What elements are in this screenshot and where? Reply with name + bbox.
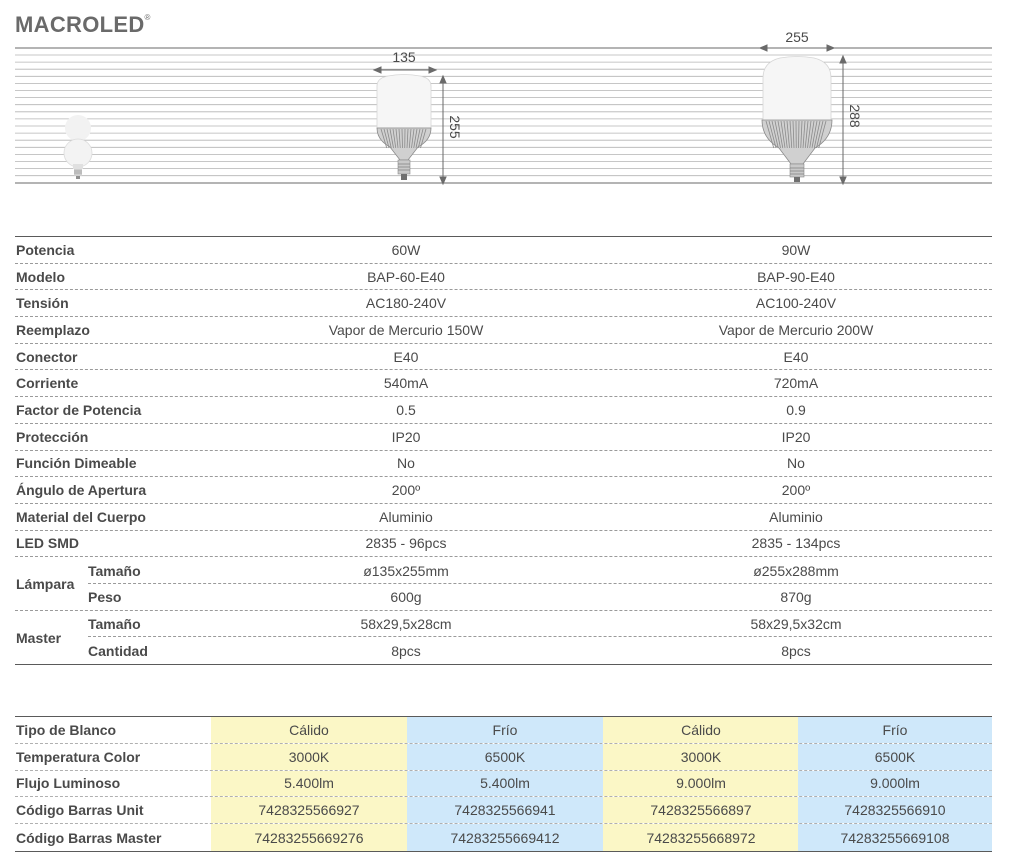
spec-label: Corriente [16,375,79,392]
color-value: 6500K [798,744,992,770]
color-value: 3000K [603,744,799,770]
spec-value-60w: Aluminio [379,508,433,525]
reference-bulb-icon [64,115,92,179]
lampara-sublabel: Tamaño [88,562,141,579]
master-value-60w: 8pcs [391,642,421,659]
spec-label: LED SMD [16,535,79,552]
master-sublabel: Cantidad [88,642,148,659]
color-row [15,771,992,798]
background-lines [15,55,992,176]
spec-value-90w: Vapor de Mercurio 200W [718,321,874,338]
lampara-value-60w: 600g [390,588,422,605]
spec-label: Material del Cuerpo [16,508,146,525]
color-value: 9.000lm [603,771,799,797]
color-value: Frío [407,717,603,743]
spec-value-60w: 540mA [383,375,429,392]
spec-value-60w: Vapor de Mercurio 150W [328,321,484,338]
master-sublabel: Tamaño [88,615,141,632]
color-row [15,717,992,744]
spec-table [15,236,992,665]
color-value: 74283255669108 [798,824,992,851]
spec-label: Potencia [16,241,75,258]
master-row [15,611,992,646]
spec-value-90w: 0.9 [786,401,806,418]
lampara-row [15,584,992,611]
color-value: Cálido [211,717,407,743]
color-value: 74283255669276 [211,824,407,851]
master-value-60w: 58x29,5x28cm [360,615,452,632]
color-value: 5.400lm [211,771,407,797]
spec-value-60w: 0.5 [396,401,416,418]
dimension-figure [0,0,1009,200]
color-value: 74283255668972 [603,824,799,851]
spec-value-60w: AC180-240V [365,295,447,312]
spec-value-60w: E40 [393,348,419,365]
master-group-label: Master [16,629,62,646]
brand-logo: MACROLED® [15,12,151,37]
spec-value-60w: No [397,455,415,472]
spec-value-60w: 60W [391,241,421,258]
spec-row [15,424,992,451]
spec-value-60w: IP20 [391,428,421,445]
color-value: Cálido [603,717,799,743]
spec-value-90w: 200º [781,482,811,499]
spec-value-90w: AC100-240V [755,295,837,312]
color-value: 7428325566941 [407,797,603,823]
spec-row [15,237,992,264]
color-label: Código Barras Unit [16,802,144,819]
color-label: Flujo Luminoso [16,775,121,792]
height-label-90w: 288 [847,104,863,128]
spec-row [15,504,992,531]
lampara-group-label: Lámpara [16,576,75,593]
spec-label: Conector [16,348,78,365]
master-row [15,637,992,664]
bulb-90w-icon [762,57,832,183]
spec-value-90w: BAP-90-E40 [757,268,835,285]
bulb-60w-icon [377,75,431,181]
spec-row [15,317,992,344]
color-value: 74283255669412 [407,824,603,851]
spec-label: Modelo [16,268,65,285]
spec-label: Función Dimeable [16,455,137,472]
color-value: 6500K [407,744,603,770]
spec-label: Ángulo de Apertura [16,482,147,499]
spec-label: Tensión [16,295,69,312]
color-label: Temperatura Color [16,748,141,765]
spec-value-60w: 2835 - 96pcs [365,535,447,552]
color-label: Código Barras Master [16,829,162,846]
spec-row [15,531,992,558]
color-value: 9.000lm [798,771,992,797]
color-value: 3000K [211,744,407,770]
spec-row [15,370,992,397]
lampara-row [15,557,992,593]
color-value: Frío [798,717,992,743]
height-label-60w: 255 [447,115,463,139]
spec-row [15,451,992,478]
spec-value-60w: 200º [391,482,421,499]
spec-value-90w: IP20 [781,428,811,445]
spec-value-90w: No [787,455,805,472]
spec-value-90w: E40 [783,348,809,365]
lampara-value-60w: ø135x255mm [363,562,449,579]
spec-label: Protección [16,428,89,445]
color-value: 5.400lm [407,771,603,797]
color-row [15,744,992,771]
lampara-sublabel: Peso [88,588,122,605]
color-row [15,824,992,851]
spec-label: Reemplazo [16,321,90,338]
spec-value-90w: Aluminio [769,508,823,525]
spec-row [15,344,992,371]
color-value: 7428325566910 [798,797,992,823]
spec-row [15,264,992,291]
width-label-90w: 255 [785,29,809,45]
spec-value-60w: BAP-60-E40 [367,268,445,285]
color-value: 7428325566927 [211,797,407,823]
color-value: 7428325566897 [603,797,799,823]
lampara-value-90w: ø255x288mm [753,562,839,579]
lampara-value-90w: 870g [780,588,812,605]
spec-row [15,397,992,424]
spec-row [15,290,992,317]
color-row [15,797,992,824]
color-table [15,716,992,852]
spec-value-90w: 90W [781,241,811,258]
spec-value-90w: 2835 - 134pcs [751,535,841,552]
width-label-60w: 135 [392,49,416,65]
color-label: Tipo de Blanco [16,721,117,738]
spec-row [15,477,992,504]
master-value-90w: 8pcs [781,642,811,659]
spec-label: Factor de Potencia [16,401,142,418]
spec-value-90w: 720mA [773,375,819,392]
master-value-90w: 58x29,5x32cm [750,615,842,632]
